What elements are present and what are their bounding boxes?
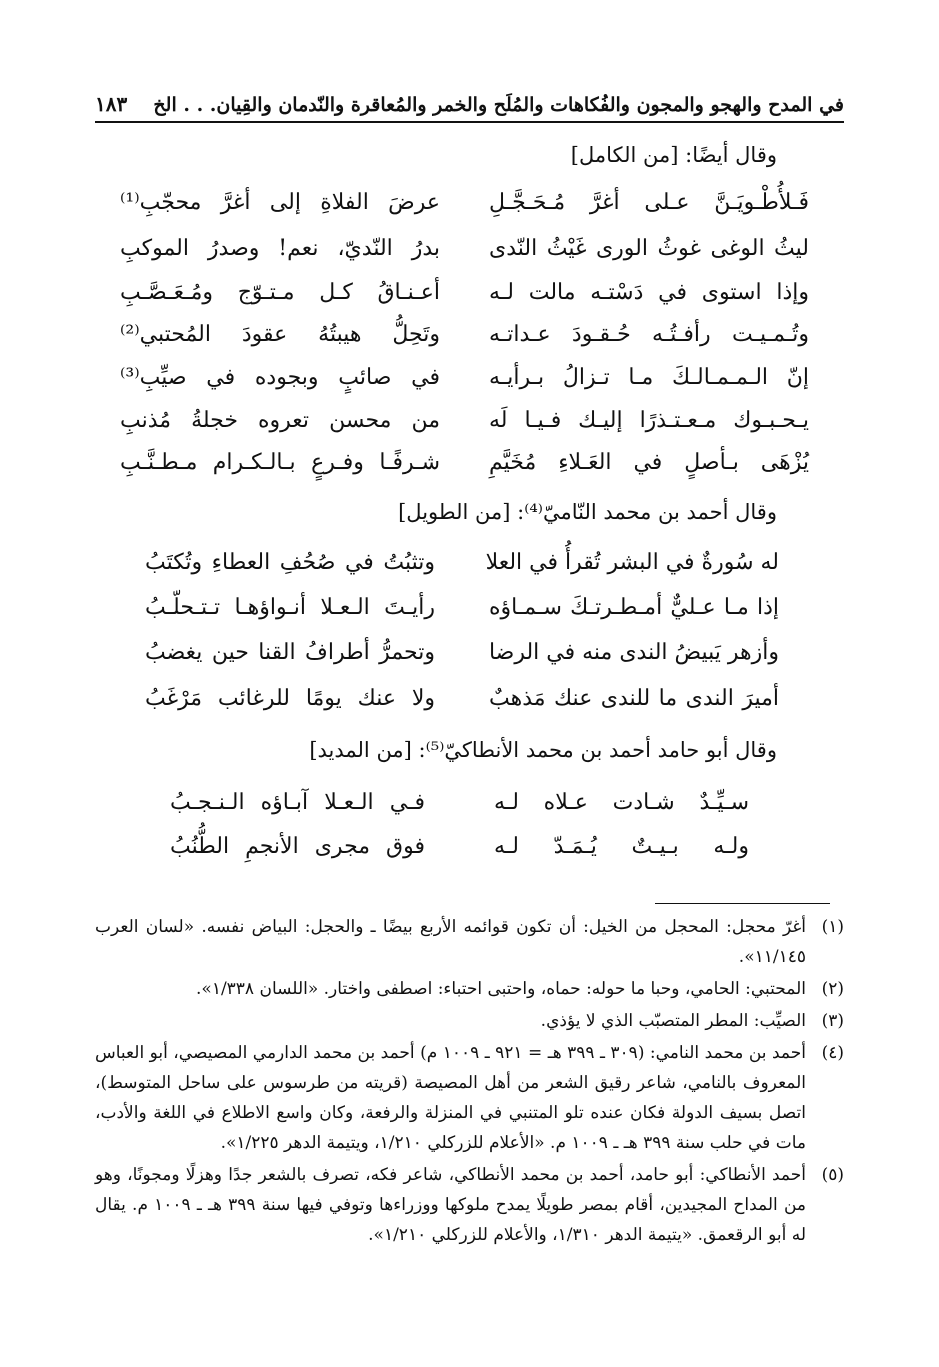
hemistich-first: وتُـمـيـت رأفـتُـه حُـقـودَ عـداتـه bbox=[489, 322, 809, 347]
footnote-text: الصيِّب: المطر المتصبّب الذي لا يؤذي. bbox=[540, 1011, 806, 1031]
hemistich-second: عرضَ الفلاةِ إلى أغرَّ محجّبِ⁽¹⁾ bbox=[120, 190, 440, 215]
verse-2-1 bbox=[145, 550, 779, 590]
hemistich-second: وتثبُتُ في صُحُفِ العطاءِ وتُكتَبُ bbox=[145, 550, 435, 575]
verse-1-7 bbox=[120, 450, 809, 490]
footnote-text: المحتبي: الحامي، وحبا ما حوله: حماه، واحتبى احتباء: اصطفى واختار. «اللسان ١/٣٣٨». bbox=[196, 979, 806, 999]
hemistich-first: له سُورةٌ في البشر تُقرأُ في العلا bbox=[485, 550, 779, 575]
hemistich-second: في صائبٍ وبجوده في صيِّبِ⁽³⁾ bbox=[120, 365, 440, 390]
footnote bbox=[95, 1006, 844, 1036]
hemistich-first: سـيِّـدٌ شـادت عـلاه لـه bbox=[494, 790, 749, 815]
footnote-text: أغرّ محجل: المحجل من الخيل: أن تكون قوائمه الأربع بيضًا ـ والحجل: البياض نفسه. «لسان العرب ١١/١٤٥». bbox=[95, 917, 806, 967]
footnote bbox=[95, 912, 844, 972]
header-rule bbox=[95, 121, 844, 123]
footnote-number: (٣) bbox=[821, 1011, 844, 1031]
footnote-text: أحمد الأنطاكي: أبو حامد، أحمد بن محمد الأنطاكي، شاعر فكه، تصرف بالشعر جدًا وهزلًا ومجونًا، وهو من المداح المجيدين، أقام بمصر طويلًا يمدح ملوكها ووزراءها وتوفي فيها سنة ٣٩٩ هـ ـ ١٠٠٩ م. يقال له أبو الرقعمق. «يتيمة الدهر ١/٣١٠، والأعلام للزركلي ١/٢١٠». bbox=[95, 1165, 806, 1245]
footnote-number: (١) bbox=[821, 917, 844, 937]
hemistich-first: أميرَ الندى ما للندى عنك مَذهبٌ bbox=[489, 686, 779, 711]
verse-1-2 bbox=[120, 236, 809, 276]
verse-1-3 bbox=[120, 280, 809, 320]
hemistich-second: وتَحِلُّ هيبتُهُ عقودَ المُحتبي⁽²⁾ bbox=[120, 322, 440, 347]
hemistich-second: أعـنـاقُ كـل مـتـوّج ومُـعَـصَّـبِ bbox=[120, 280, 440, 305]
footnote-text: أحمد بن محمد النامي: (٣٠٩ ـ ٣٩٩ هـ = ٩٢١ ـ ١٠٠٩ م) أحمد بن محمد الدارمي المصيصي، أبو العباس المعروف بالنامي، شاعر رقيق الشعر من أهل المصيصة (قريته من طرسوس على ساحل المتوسط)، اتصل بسيف الدولة فكان عنده تلو المتنبي في المنزلة والرفعة، وكان واسع الاطلاع في اللغة والأدب، مات في حلب سنة ٣٩٩ هـ ـ ١٠٠٩ م. «الأعلام للزركلي ١/٢١٠، ويتيمة الدهر ١/٢٢٥». bbox=[95, 1043, 806, 1153]
poem-intro-1: وقال أيضًا: [من الكامل] bbox=[570, 143, 777, 167]
hemistich-first: يُزْهَى بـأصلٍ في العَـلاءِ مُخَيَّمِ bbox=[489, 450, 809, 475]
hemistich-first: وإذا استوى في دَسْتـه مالت لـه bbox=[489, 280, 809, 305]
verse-1-4 bbox=[120, 322, 809, 362]
footnote-rule bbox=[655, 903, 830, 904]
hemistich-first: فَـلأُطْـويَـنَّ عـلى أغرَّ مُـحَـجَّـلِ bbox=[489, 190, 809, 215]
running-title: في المدح والهجو والمجون والفُكاهات والمُلَح والخمر والمُعاقرة والنّدمان والقِيان. . . الخ bbox=[153, 94, 844, 116]
footnotes bbox=[95, 912, 844, 1252]
hemistich-first: إذا مـا عـليٌّ أمـطـرتـكَ سـمـاؤه bbox=[489, 595, 779, 620]
hemistich-second: فوق مجرى الأنجمِ الطُّنُبُ bbox=[170, 834, 425, 859]
hemistich-first: إنّ الـمـمـالـكَ مـا تـزالُ بـرأيـه bbox=[489, 365, 809, 390]
verse-3-2 bbox=[170, 834, 749, 874]
footnote bbox=[95, 974, 844, 1004]
footnote bbox=[95, 1038, 844, 1158]
poem-intro-2: وقال أحمد بن محمد النّاميّ⁽⁴⁾: [من الطويل] bbox=[398, 500, 777, 524]
verse-1-1 bbox=[120, 190, 809, 230]
verse-1-6 bbox=[120, 408, 809, 448]
footnote-number: (٢) bbox=[821, 979, 844, 999]
footnote bbox=[95, 1160, 844, 1250]
hemistich-first: وأزهر يَبيضُ الندى منه في الرضا bbox=[488, 640, 779, 665]
poem-intro-3: وقال أبو حامد أحمد بن محمد الأنطاكيّ⁽⁵⁾: [من المديد] bbox=[309, 738, 777, 762]
verse-1-5 bbox=[120, 365, 809, 405]
verse-2-3 bbox=[145, 640, 779, 680]
hemistich-second: وتحمرُّ أطرافُ القنا حين يغضبُ bbox=[145, 640, 435, 665]
hemistich-second: فـي الـعـلا آبـاؤه الـنـجـبُ bbox=[170, 790, 425, 815]
verse-2-2 bbox=[145, 595, 779, 635]
hemistich-first: ليثُ الوغى غوثُ الورى غَيْثُ النّدى bbox=[489, 236, 809, 261]
footnote-number: (٥) bbox=[821, 1165, 844, 1185]
footnote-number: (٤) bbox=[821, 1043, 844, 1063]
hemistich-second: بدرُ النّديّ، نعم! وصدرُ الموكبِ bbox=[120, 236, 440, 261]
hemistich-second: شـرفًـا وفـرعٍ بـالـكـرام مـطـنَّـبِ bbox=[120, 450, 440, 475]
running-header bbox=[95, 82, 844, 116]
hemistich-second: ولا عنك يومًا للرغائب مَرْغَبُ bbox=[145, 686, 435, 711]
hemistich-first: يـحـبـوك مـعـتـذرًا إليـك فـيـا لَه bbox=[489, 408, 809, 433]
verse-2-4 bbox=[145, 686, 779, 726]
hemistich-first: ولـه بـيـتٌ يُـمَـدّ لـه bbox=[494, 834, 749, 859]
hemistich-second: رأيـتَ الـعـلا أنـواؤهـا تـتـحلّـبُ bbox=[145, 595, 435, 620]
hemistich-second: من محسن تعروه خجلةُ مُذنبِ bbox=[120, 408, 440, 433]
verse-3-1 bbox=[170, 790, 749, 830]
page-number: ١٨٣ bbox=[95, 92, 128, 116]
